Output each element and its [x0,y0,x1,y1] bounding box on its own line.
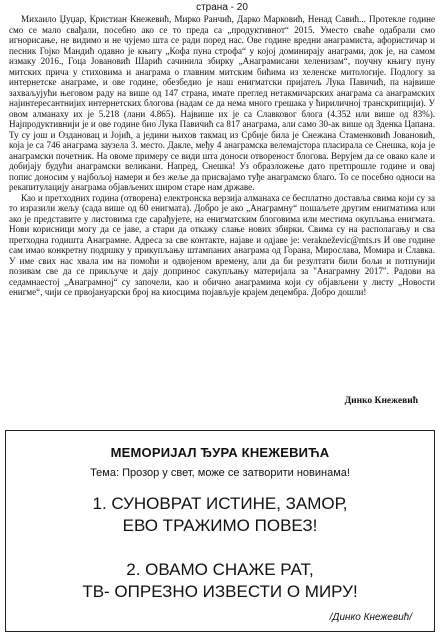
anagram-2-line-1: 2. ОВАМО СНАЖЕ РАТ, [126,560,314,579]
memorial-title: МЕМОРИЈАЛ ЂУРА КНЕЖЕВИЋА [110,445,330,460]
anagram-2 [6,559,434,603]
article-paragraph-1: Михаило Џуџар, Кристиан Кнежевић, Мирко Ранчић, Дарко Марковић, Ненад Савић... Протекле године смо се мало свађали, посебно ако се то преда са „продуктивнот“ 2015. Уместо сваће одабрали смо игнорисање, не видимо и не чујемо шта се ради поред нас. Ове године вредни анаграмиста, афористичар и песник Гојко Мандић одавно је књигу „Кофа пуна строфа“ у којој доминирају анаграми, док је, на самом измаку 2016., Гоца Јовановић Шарић сачинила збирку „Анаграмисани хеленизам“, поучну књигу пуну митских прича у стиховима и анаграма о главним митским бићима из хеленске митологије. Подлогу за интернетске анаграме, и ове године, обезбедио је наш енигматски пријатељ Лука Павичић, па највише захваљујући његовом раду на више од 147 страна, имате преглед нетакмичарских анаграма са анаграмских најинтересантнијих интернетских блогова (надам се да нема много грешака у ћириличној транскрипцији). У овом алманаху их је 5.218 (лани 4.865). Највише их је са Славковог блога (4.352 или више од 83%). Најпродуктивнији је и ове године био Лука Павичић са 817 анаграма, али само 30-ак више од Зденка Цапана. Ту су још и Оздановац и Јојић, а једини њихов такмац из Србије била је Снежана Стаменковић Јовановић, која је са 746 анаграма заузела 3. место. Дакле, међу 4 анаграмска велемајстора пласирала се Снешка, која је анаграмски почетник. На овоме примеру се види шта доноси отвореност блогова. Верујем да се овако кале и добијају будући анаграмски великани. Напред, Снешка! Уз образложење дато претпрошле године и овај попис доносим у најбољој намери и без жеље да присвајамо туђе анаграмско благо. То се посебно односи на рекапитулацију анаграма објављених широм старе нам државе. [9,14,435,192]
article-body [9,14,435,298]
memorial-box [5,430,435,632]
article-paragraph-2: Као и претходних година (отворена) електронска верзија алманаха се бесплатно доставља свима који су за то изразили жељу (сада више од 60 енигмата). Добро је ако „Анаграмну“ пошаљете другим енигматима или ако је представите у листовима где сарађујете, на енигматским блоговима или местима окупљања енигмата. Нови корисници могу да се јаве, а стари да откажу слање нових збирки. Свима су на располагању и сва претходна годишта Анаграмне. Адреса за све контакте, најаве и одјаве је: verakneževic@mts.rs И ове године сам имао конкретну подршку у прикупљању штампаних анаграма од Горана, Мирослава, Момира и Славка. У име свих нас хвала им на помоћи и одвојеном времену, али да би резултати били бољи и потпунији позивам све да се прикључе и дају допринос сакупљању материјала за "Анаграмну 2017". Радови на седамнаестој „Анаграмној“ су започели, као и обично анаграмима који су објављени у листу „Новости енигме“, чији се првојануарски број на киосцима појављује крајем децембра. Добро дошли! [9,192,435,297]
memorial-author: /Динко Кнежевић/ [329,612,412,623]
anagram-1-line-2: ЕВО ТРАЖИМО ПОВЕЗ! [122,516,318,535]
anagram-2-line-2: ТВ- ОПРЕЗНО ИЗВЕСТИ О МИРУ! [82,582,358,601]
article-signature: Динко Кнежевић [344,396,418,406]
page-number: страна - 20 [196,2,248,13]
anagram-1-line-1: 1. СУНОВРАТ ИСТИНЕ, ЗАМОР, [92,494,348,513]
anagram-1 [6,493,434,537]
memorial-theme: Тема: Прозор у свет, може се затворити новинама! [90,467,350,479]
